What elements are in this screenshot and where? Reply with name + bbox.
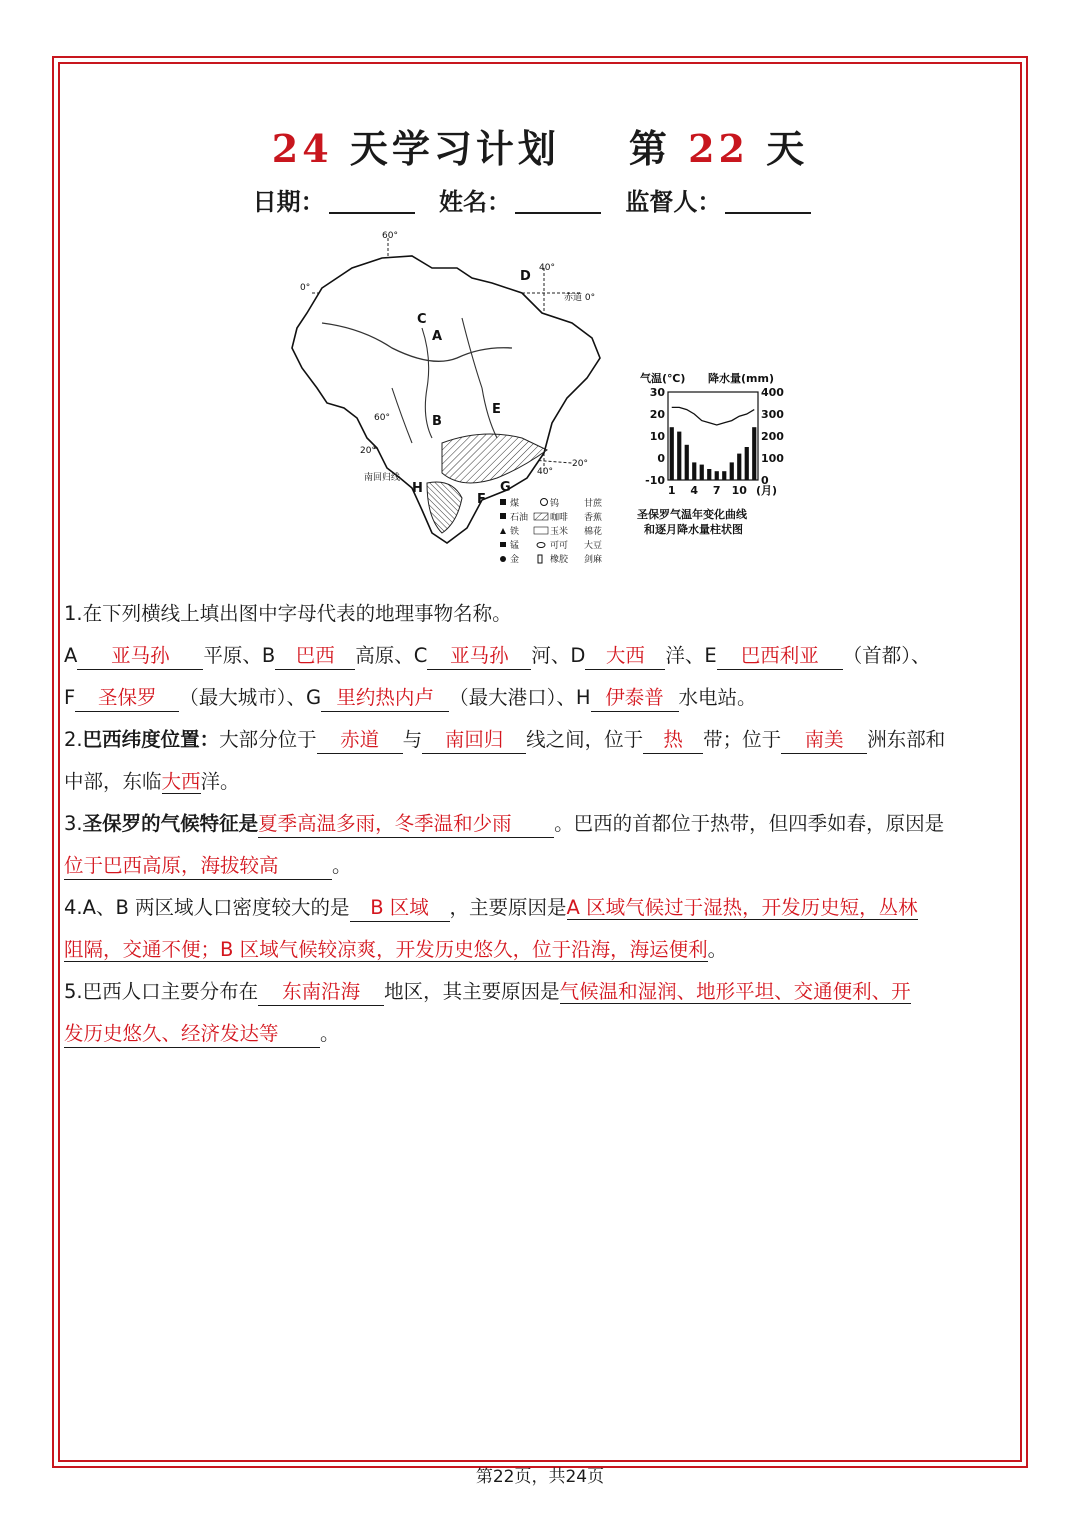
svg-text:玉米: 玉米 [550, 527, 569, 537]
brazil-map [282, 228, 622, 573]
map-letter-a: A [432, 329, 443, 344]
precip-bar [745, 447, 749, 480]
svg-text:铁: 铁 [510, 527, 520, 537]
svg-text:可可: 可可 [550, 541, 569, 551]
title-number-22: 22 [688, 126, 749, 171]
temp-tick-label: 0 [657, 452, 665, 465]
svg-text:煤: 煤 [510, 499, 520, 509]
temperature-line [672, 407, 755, 425]
precip-bar [730, 462, 734, 480]
precip-bar [707, 469, 711, 480]
lon-label-40-top: 40° [539, 263, 555, 273]
map-legend [500, 497, 603, 565]
svg-text:橡胶: 橡胶 [550, 555, 569, 565]
title-plan-text: 天学习计划 [349, 126, 560, 171]
map-letter-c: C [417, 312, 427, 327]
temp-tick-label: 30 [649, 386, 665, 399]
precip-bar [670, 427, 674, 480]
answer-q4-1[interactable]: B 区域 [350, 895, 450, 922]
answer-b[interactable]: 巴西 [275, 643, 355, 670]
temp-tick-label: 20 [649, 408, 665, 421]
precip-tick-label: 0 [761, 474, 769, 487]
q3-line1: 3.圣保罗的气候特征是夏季高温多雨，冬季温和少雨 。巴西的首都位于热带，但四季如春，原因是 [64, 803, 1016, 845]
q1-line1: A 亚马孙 平原、B 巴西 高原、C 亚马孙 河、D 大西 洋、E 巴西利亚 （首都）、 [64, 635, 1016, 677]
answer-q2-2[interactable]: 南回归 [422, 727, 526, 754]
answer-q2-4[interactable]: 南美 [781, 727, 867, 754]
title-day-text: 天 [766, 126, 809, 171]
precip-bar [752, 427, 756, 480]
answer-q3-1[interactable]: 夏季高温多雨，冬季温和少雨 [258, 811, 554, 838]
lat-label-20-left: 20° [360, 446, 376, 456]
supervisor-field[interactable] [725, 186, 811, 214]
svg-text:锰: 锰 [510, 541, 520, 551]
lon-label-60-top: 60° [382, 231, 398, 241]
map-letter-e: E [492, 402, 501, 417]
q5-line2: 发历史悠久、经济发达等 。 [64, 1013, 1016, 1055]
answer-q2-3[interactable]: 热 [643, 727, 703, 754]
precip-tick-label: 400 [761, 386, 784, 399]
precip-tick-label: 100 [761, 452, 784, 465]
name-field[interactable] [515, 186, 601, 214]
precip-axis-title: 降水量(mm) [708, 372, 774, 385]
answer-q4-2-line1[interactable]: A 区域气候过于湿热，开发历史短，丛林 [566, 896, 918, 919]
answer-h[interactable]: 伊泰普 [591, 685, 679, 712]
questions-section [64, 593, 1016, 1055]
answer-f[interactable]: 圣保罗 [75, 685, 179, 712]
answer-q5-2-line2[interactable]: 发历史悠久、经济发达等 [64, 1021, 320, 1048]
month-tick-label: 1 [667, 484, 676, 497]
precip-bar [737, 454, 741, 480]
q1-line2: F 圣保罗 （最大城市）、G 里约热内卢 （最大港口）、H 伊泰普 水电站。 [64, 677, 1016, 719]
temp-axis-title: 气温(℃) [640, 372, 686, 385]
title-di-text: 第 [628, 126, 671, 171]
precip-bar [692, 462, 696, 480]
answer-q3-2[interactable]: 位于巴西高原，海拔较高 [64, 853, 332, 880]
page-number: 第22页，共24页 [475, 1467, 605, 1487]
temp-tick-label: 10 [649, 430, 665, 443]
svg-text:剑麻: 剑麻 [584, 555, 603, 565]
q5-line1: 5.巴西人口主要分布在 东南沿海 地区，其主要原因是气候温和湿润、地形平坦、交通便利、开 [64, 971, 1016, 1013]
svg-text:棉花: 棉花 [584, 527, 603, 537]
month-tick-label: 4 [690, 484, 699, 497]
answer-q5-1[interactable]: 东南沿海 [258, 979, 384, 1006]
answer-q2-5[interactable]: 大西 [161, 770, 201, 793]
precip-tick-label: 300 [761, 408, 784, 421]
precip-bar [677, 432, 681, 480]
precip-bar [700, 465, 704, 480]
svg-text:金: 金 [510, 555, 520, 565]
answer-d[interactable]: 大西 [585, 643, 665, 670]
lon-label-40-bottom: 40° [537, 467, 553, 477]
q2-line2: 中部，东临大西洋。 [64, 770, 240, 793]
supervisor-label: 监督人： [625, 187, 722, 216]
svg-text:咖啡: 咖啡 [550, 513, 569, 523]
month-tick-label: 7 [712, 484, 721, 497]
precip-bar [685, 445, 689, 480]
precip-bar [715, 471, 719, 480]
chart-caption-line1: 圣保罗气温年变化曲线 [637, 508, 747, 521]
precip-bar [722, 471, 726, 480]
lon-label-60-mid: 60° [374, 413, 390, 423]
answer-c[interactable]: 亚马孙 [427, 643, 531, 670]
lat-label-0: 0° [300, 283, 311, 293]
map-letter-b: B [432, 414, 442, 429]
svg-text:大豆: 大豆 [584, 541, 603, 551]
info-line [0, 182, 1080, 217]
svg-text:香蕉: 香蕉 [584, 513, 603, 523]
equator-label: 赤道 0° [564, 293, 596, 303]
map-letter-d: D [520, 269, 531, 284]
tropic-label: 南回归线 [364, 473, 401, 483]
page-title [0, 118, 1080, 173]
map-letter-g: G [500, 480, 511, 495]
map-letter-f: F [477, 492, 486, 507]
answer-q5-2-line1[interactable]: 气候温和湿润、地形平坦、交通便利、开 [559, 980, 911, 1003]
climate-chart [632, 368, 800, 558]
date-field[interactable] [329, 186, 415, 214]
svg-text:甘蔗: 甘蔗 [584, 499, 603, 509]
temp-tick-label: -10 [645, 474, 665, 487]
q1-intro: 1.在下列横线上填出图中字母代表的地理事物名称。 [64, 602, 512, 625]
answer-e[interactable]: 巴西利亚 [717, 643, 843, 670]
date-label: 日期： [252, 187, 325, 216]
answer-q4-2-line2[interactable]: 阻隔，交通不便；B 区域气候较凉爽，开发历史悠久，位于沿海，海运便利 [64, 938, 708, 961]
q3-line2: 位于巴西高原，海拔较高 。 [64, 845, 1016, 887]
svg-text:钨: 钨 [550, 499, 560, 509]
answer-a[interactable]: 亚马孙 [77, 643, 203, 670]
answer-g[interactable]: 里约热内卢 [321, 685, 449, 712]
month-tick-label: 10 [731, 484, 747, 497]
q4-line1: 4.A、B 两区域人口密度较大的是 B 区域 ，主要原因是A 区域气候过于湿热，开发历史短，丛林 [64, 887, 1016, 929]
name-label: 姓名： [439, 187, 511, 216]
month-tick-label: (月) [756, 484, 778, 497]
title-number-24: 24 [271, 126, 333, 171]
chart-caption-line2: 和逐月降水量柱状图 [644, 523, 743, 536]
map-letter-h: H [412, 481, 423, 496]
precip-tick-label: 200 [761, 430, 784, 443]
q2-line1: 2.巴西纬度位置：大部分位于 赤道 与 南回归 线之间，位于 热 带；位于 南美 洲东部和 [64, 719, 1016, 761]
answer-q2-1[interactable]: 赤道 [317, 727, 403, 754]
svg-text:石油: 石油 [510, 513, 529, 523]
q4-line2: 阻隔，交通不便；B 区域气候较凉爽，开发历史悠久，位于沿海，海运便利。 [64, 938, 728, 961]
lat-label-20-right: 20° [572, 459, 588, 469]
